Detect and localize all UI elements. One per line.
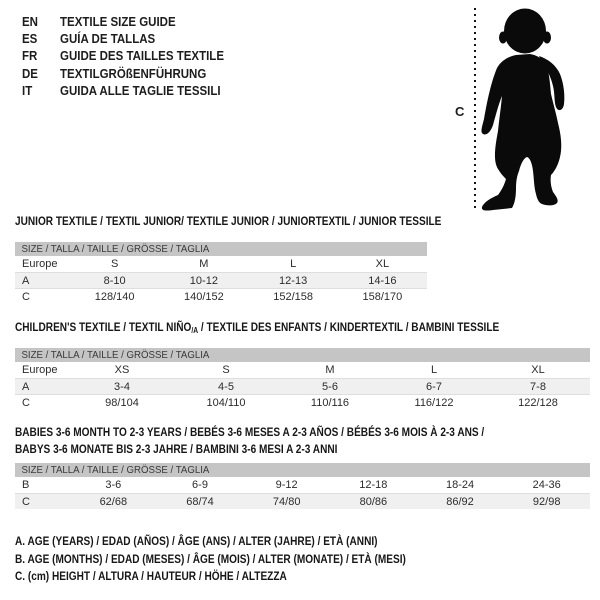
size-cell: 18-24 bbox=[445, 479, 475, 491]
size-header-label: SIZE / TALLA / TAILLE / GRÖSSE / TAGLIA bbox=[21, 243, 210, 255]
size-cell: 62/68 bbox=[99, 495, 128, 508]
size-cell: 12-13 bbox=[279, 274, 308, 287]
language-title: GUIDA ALLE TAGLIE TESSILI bbox=[60, 83, 221, 98]
size-cell: 7-8 bbox=[530, 380, 546, 393]
size-cell: 74/80 bbox=[272, 495, 301, 508]
size-cell: 128/140 bbox=[94, 290, 135, 303]
junior-section-title: JUNIOR TEXTILE / TEXTIL JUNIOR/ TEXTILE JUNIOR / JUNIORTEXTIL / JUNIOR TESSILE bbox=[15, 214, 442, 228]
size-cell: 68/74 bbox=[186, 495, 214, 508]
size-cell: 140/152 bbox=[183, 290, 224, 303]
size-cell: 5-6 bbox=[322, 380, 338, 393]
row-label: C bbox=[22, 495, 30, 508]
table-row bbox=[15, 493, 590, 509]
row-label: C bbox=[22, 396, 30, 409]
size-cell: M bbox=[325, 364, 335, 376]
size-cell: L bbox=[290, 258, 297, 270]
row-label: B bbox=[22, 479, 30, 491]
size-cell: XS bbox=[114, 364, 130, 376]
babies-size-table bbox=[15, 463, 590, 509]
table-row bbox=[15, 378, 590, 394]
table-row bbox=[15, 256, 427, 272]
language-code: EN bbox=[22, 14, 38, 29]
size-cell: 8-10 bbox=[103, 274, 126, 287]
size-cell: 6-7 bbox=[426, 380, 442, 393]
row-label: C bbox=[22, 290, 30, 303]
legend-line-b: B. AGE (MONTHS) / EDAD (MESES) / ÂGE (MOIS) / ALTER (MONATE) / ETÀ (MESI) bbox=[15, 551, 406, 566]
table-row bbox=[15, 362, 590, 378]
size-cell: 24-36 bbox=[532, 479, 561, 491]
language-row bbox=[22, 30, 238, 47]
size-cell: S bbox=[110, 258, 119, 270]
language-title: GUÍA DE TALLAS bbox=[60, 31, 156, 46]
size-cell: 116/122 bbox=[414, 396, 454, 409]
children-title-subscript: /A bbox=[191, 326, 199, 335]
size-cell: 80/86 bbox=[359, 495, 388, 508]
language-row bbox=[22, 82, 238, 99]
language-row bbox=[22, 65, 238, 82]
row-label: A bbox=[22, 274, 30, 287]
height-measure-label: C bbox=[455, 104, 465, 119]
size-cell: 122/128 bbox=[518, 396, 558, 409]
row-label: A bbox=[22, 380, 30, 393]
size-cell: 158/170 bbox=[362, 290, 403, 303]
children-title-part2: / TEXTILE DES ENFANTS / KINDERTEXTIL / BAMBINI TESSILE bbox=[198, 320, 500, 334]
language-code: FR bbox=[22, 49, 38, 64]
language-title: TEXTILGRÖßENFÜHRUNG bbox=[60, 66, 207, 81]
table-row bbox=[15, 394, 590, 410]
baby-silhouette-icon bbox=[478, 0, 598, 220]
children-title-part1: CHILDREN'S TEXTILE / TEXTIL NIÑO bbox=[15, 320, 192, 334]
table-row bbox=[15, 272, 427, 288]
size-cell: 10-12 bbox=[189, 274, 218, 287]
babies-title-line1: BABIES 3-6 MONTH TO 2-3 YEARS / BEBÉS 3-6 MESES A 2-3 AÑOS / BÉBÉS 3-6 MOIS À 2-3 ANS / bbox=[15, 425, 485, 439]
size-cell: 152/158 bbox=[273, 290, 313, 303]
size-cell: 12-18 bbox=[359, 479, 388, 491]
size-cell: S bbox=[222, 364, 230, 376]
language-code: DE bbox=[22, 66, 38, 81]
language-title: TEXTILE SIZE GUIDE bbox=[60, 14, 176, 29]
height-measure-dotted-line bbox=[474, 8, 476, 210]
language-row bbox=[22, 48, 238, 65]
legend-line-c: C. (cm) HEIGHT / ALTURA / HAUTEUR / HÖHE / ALTEZZA bbox=[15, 569, 287, 583]
size-cell: 104/110 bbox=[206, 396, 246, 409]
size-cell: 14-16 bbox=[368, 274, 397, 287]
size-cell: M bbox=[199, 258, 209, 270]
size-cell: 110/116 bbox=[310, 396, 350, 409]
size-cell: 9-12 bbox=[275, 479, 298, 491]
language-code: ES bbox=[22, 31, 38, 46]
size-cell: XL bbox=[375, 258, 390, 270]
children-section-title bbox=[15, 320, 499, 335]
row-label: Europe bbox=[22, 258, 58, 270]
language-code: IT bbox=[22, 83, 33, 98]
size-cell: 98/104 bbox=[105, 396, 139, 409]
size-cell: 3-4 bbox=[114, 380, 130, 393]
size-header-bar bbox=[15, 348, 590, 362]
children-size-table bbox=[15, 348, 590, 410]
table-row bbox=[15, 477, 590, 493]
size-cell: XL bbox=[531, 364, 545, 376]
size-header-label: SIZE / TALLA / TAILLE / GRÖSSE / TAGLIA bbox=[21, 464, 210, 476]
size-cell: 3-6 bbox=[105, 479, 122, 491]
measurement-legend bbox=[15, 533, 480, 586]
size-header-bar bbox=[15, 463, 590, 477]
size-header-label: SIZE / TALLA / TAILLE / GRÖSSE / TAGLIA bbox=[21, 349, 210, 361]
language-row bbox=[22, 13, 238, 30]
size-cell: 86/92 bbox=[446, 495, 474, 508]
size-cell: L bbox=[430, 364, 438, 376]
table-row bbox=[15, 288, 427, 304]
size-cell: 92/98 bbox=[532, 495, 561, 508]
babies-title-line2: BABYS 3-6 MONATE BIS 2-3 JAHRE / BAMBINI 3-6 MESI A 2-3 ANNI bbox=[15, 442, 338, 456]
language-title: GUIDE DES TAILLES TEXTILE bbox=[60, 49, 225, 64]
junior-size-table bbox=[15, 242, 427, 304]
row-label: Europe bbox=[22, 364, 58, 376]
language-list bbox=[22, 13, 238, 99]
size-cell: 4-5 bbox=[218, 380, 234, 393]
size-cell: 6-9 bbox=[192, 479, 208, 491]
size-header-bar bbox=[15, 242, 427, 256]
babies-section-title bbox=[15, 424, 484, 458]
legend-line-a: A. AGE (YEARS) / EDAD (AÑOS) / ÂGE (ANS) / ALTER (JAHRE) / ETÀ (ANNI) bbox=[15, 534, 378, 548]
